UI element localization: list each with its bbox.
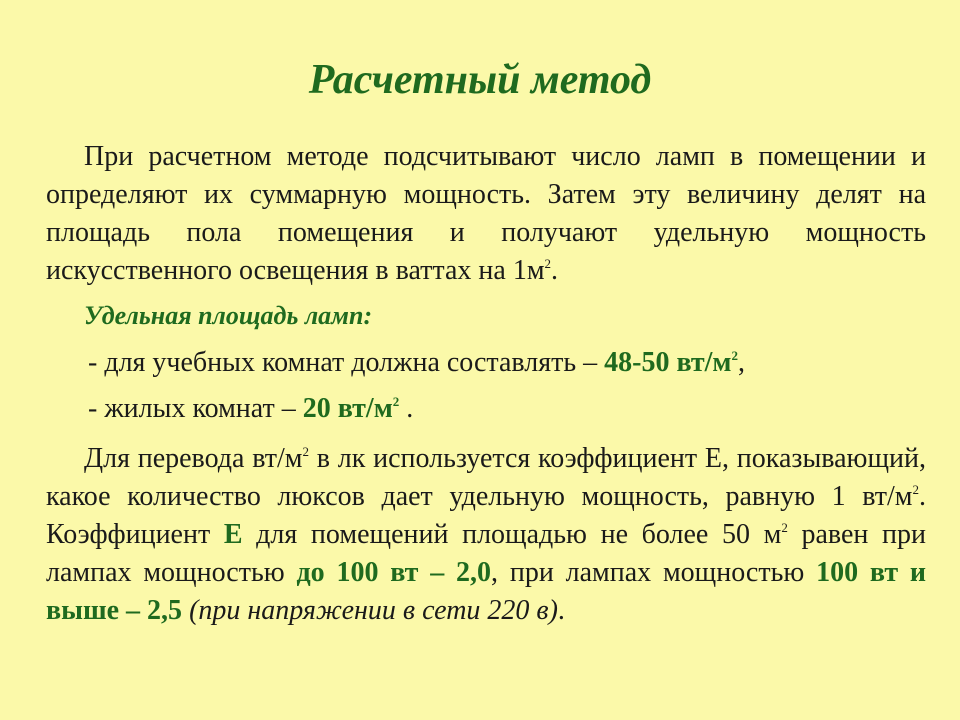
item-value-text: 20 вт/м bbox=[302, 393, 393, 424]
superscript: 2 bbox=[302, 444, 309, 459]
text-segment: равен при лампах мощностью bbox=[46, 519, 927, 588]
text-segment: в лк используется коэффициент Е, показывающий, какое количество люксов дает удельную мощность, равную 1 вт/м bbox=[46, 443, 926, 512]
slide-body bbox=[46, 138, 926, 658]
slide-title: Расчетный метод bbox=[308, 57, 652, 103]
value-up-to-100w: до 100 вт – 2,0 bbox=[296, 557, 492, 588]
item-end: . bbox=[406, 393, 414, 424]
list-item-living-rooms bbox=[88, 388, 926, 430]
item-end: , bbox=[738, 347, 745, 378]
superscript: 2 bbox=[781, 520, 788, 535]
value-100w-and-above: 100 вт и выше – 2,5 bbox=[46, 557, 927, 626]
text-segment: Для перевода вт/м bbox=[84, 443, 303, 474]
text-segment: для помещений площадью не более 50 м bbox=[256, 519, 782, 550]
paragraph-text: При расчетном методе подсчитывают число ламп в помещении и определяют их суммарную мощность. Затем эту величину делят на площадь пола помещения и получают удельную мощность искусственного освещения в ваттах на 1м bbox=[46, 141, 926, 286]
superscript: 2 bbox=[731, 348, 738, 363]
item-value bbox=[303, 393, 400, 424]
item-value bbox=[604, 347, 738, 378]
coefficient-e: Е bbox=[223, 519, 243, 550]
list-item-study-rooms bbox=[88, 342, 926, 384]
item-prefix: - жилых комнат – bbox=[88, 393, 296, 424]
subheading-lamp-area: Удельная площадь ламп: bbox=[84, 301, 373, 330]
text-segment: . Коэффициент bbox=[46, 481, 926, 550]
voltage-note: (при напряжении в сети 220 в) bbox=[189, 595, 558, 626]
item-value-text: 48-50 вт/м bbox=[604, 347, 732, 378]
text-segment: . bbox=[557, 595, 565, 626]
paragraph-conversion bbox=[46, 440, 926, 630]
item-prefix: - для учебных комнат должна составлять – bbox=[88, 347, 598, 378]
superscript: 2 bbox=[544, 256, 552, 271]
text-segment: , при лампах мощностью bbox=[491, 557, 805, 588]
paragraph-calculation-method bbox=[46, 138, 926, 290]
superscript: 2 bbox=[392, 394, 400, 409]
paragraph-end: . bbox=[551, 255, 559, 286]
superscript: 2 bbox=[912, 482, 919, 497]
